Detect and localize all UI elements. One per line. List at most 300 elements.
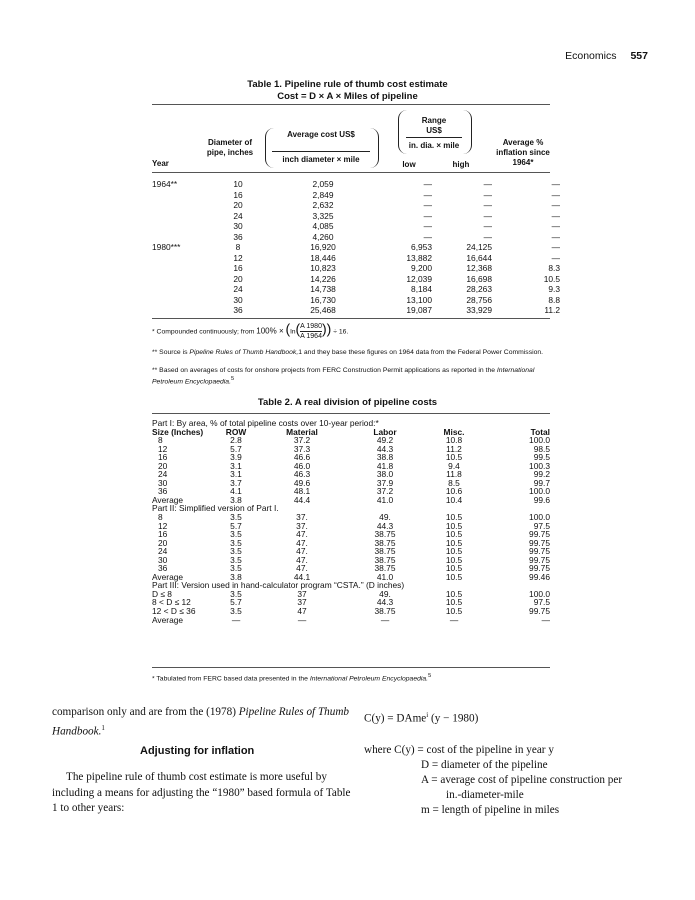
table2-cell: 10.5 — [445, 537, 463, 548]
table2-cell: 99.75 — [529, 606, 550, 617]
table2-cell: 24 — [158, 546, 168, 557]
table2-cell: 24 — [158, 469, 168, 480]
table1-bottom-rule — [152, 318, 550, 319]
table2-cell: 8 < D ≤ 12 — [152, 597, 191, 608]
table2-footnote-italic: International Petroleum Encyclopaedia. — [309, 675, 429, 683]
table2-cell: 97.5 — [533, 597, 550, 608]
table2-row — [152, 539, 550, 548]
table1-cell: 12 — [233, 252, 243, 263]
table2-cell: 38.75 — [374, 606, 396, 617]
table1-cell: 16,730 — [310, 294, 336, 305]
table1-cell: — — [423, 189, 432, 200]
table2-cell: 44.1 — [293, 571, 311, 582]
range-unit: US$ — [426, 126, 442, 135]
footnote1-prefix: * Compounded continuously; from — [152, 328, 255, 336]
table2-cell: 12 < D ≤ 36 — [152, 606, 196, 617]
table2-cell: — — [449, 614, 459, 625]
table2-cell: 48.1 — [293, 486, 311, 497]
table2-cell: 46.3 — [293, 469, 311, 480]
table1-cell: 1964** — [152, 179, 178, 189]
table1-cell — [152, 284, 212, 295]
table2-cell: 30 — [158, 477, 168, 488]
table1-row — [152, 179, 560, 190]
table2-cell: 37.3 — [293, 443, 311, 454]
table2-column-header: Total — [530, 426, 550, 437]
footnote1-suffix: ÷ 16. — [333, 328, 349, 336]
table2-cell: Average — [152, 614, 184, 625]
table1-cell: 36 — [233, 231, 243, 242]
table2-footnote-sup: 5 — [428, 673, 432, 679]
table1-cell: 2,849 — [312, 189, 334, 200]
table2-cell: 47 — [297, 606, 307, 617]
table1-cell: 14,226 — [310, 273, 336, 284]
table2-cell: 3.8 — [230, 494, 242, 505]
table1-cell: 16 — [233, 189, 243, 200]
table2-cell: 10.5 — [445, 520, 463, 531]
table1-row — [152, 263, 560, 274]
table2-cell: 37.2 — [376, 486, 394, 497]
table2-cell: 36 — [158, 563, 168, 574]
table2-cell: 37.9 — [376, 477, 394, 488]
running-header — [565, 50, 648, 62]
table2-cell: 44.4 — [293, 494, 311, 505]
table2-cell: 11.8 — [446, 469, 462, 480]
table2-cell: 37. — [296, 520, 308, 531]
avg-cost-fraction-bar — [272, 151, 370, 152]
table1-row — [152, 253, 560, 264]
table1-footnote-1: * Compounded continuously; from 100% × (ln( $\frac{A 1980}{A 1964}$ )) ÷ 16. — [152, 320, 349, 340]
table1-cell: — — [483, 179, 492, 189]
low-header: low — [402, 160, 416, 169]
table1-cell: 24,125 — [466, 242, 492, 252]
table1-cell: 2,059 — [312, 179, 334, 189]
footnote2-italic: Pipeline Rules of Thumb Handbook, — [189, 349, 299, 356]
table1-cell: 20 — [233, 273, 243, 284]
table2-cell: 3.5 — [230, 606, 242, 617]
table2-cell: 37 — [297, 597, 307, 608]
table2-cell: 3.5 — [230, 554, 242, 565]
table2-cell: 5.7 — [230, 520, 242, 531]
table2-top-rule — [152, 413, 550, 414]
table2-cell: 3.9 — [230, 452, 242, 463]
table1-cell: — — [483, 210, 492, 221]
table1-body — [152, 179, 560, 316]
table1-cell: 12,368 — [466, 263, 492, 273]
table1-cell: 16,698 — [466, 273, 492, 284]
table2-cell: 36 — [158, 486, 168, 497]
table1-cell: 9.3 — [548, 284, 560, 294]
table1-cell: 2,632 — [312, 200, 334, 210]
table2-cell: 10.6 — [445, 486, 463, 497]
table2-row — [152, 590, 550, 599]
table2-cell: 38.75 — [374, 537, 396, 548]
footnote1-ln: ln — [290, 328, 296, 336]
year-header: Year — [152, 159, 169, 168]
table1-cell — [152, 221, 212, 232]
table1-row — [152, 232, 560, 243]
table2-cell: 49.2 — [376, 435, 394, 446]
table2-cell: 10.5 — [445, 529, 463, 540]
table1-cell: 10 — [233, 179, 243, 189]
table2-cell: 3.5 — [230, 512, 242, 523]
table1-cell — [152, 295, 212, 306]
table1-cell: — — [551, 210, 560, 221]
table2-part-title — [152, 581, 550, 590]
table2-cell: 99.75 — [529, 529, 550, 540]
table2-cell: 10.5 — [445, 546, 463, 557]
table2-cell: 46.0 — [293, 460, 311, 471]
section-name: Economics — [565, 50, 617, 62]
table2-cell: 8.5 — [448, 477, 460, 488]
table1-cell: 4,260 — [312, 231, 334, 242]
table2-cell: 5.7 — [230, 443, 242, 454]
page-number: 557 — [630, 50, 648, 62]
table2-cell: 38.75 — [374, 554, 396, 565]
table1-cell: 12,039 — [406, 273, 432, 284]
table2-cell: 2.8 — [230, 435, 242, 446]
table2-cell: 38.75 — [374, 529, 396, 540]
table2-cell: 10.4 — [445, 494, 463, 505]
where-line-m: m = length of pipeline in miles — [421, 804, 560, 816]
table2-cell: 8 — [158, 512, 163, 523]
table1-cell: 16 — [233, 263, 243, 273]
table2-cell: 3.5 — [230, 563, 242, 574]
part-title-text: Part I: By area, % of total pipeline costs over 10-year period:* — [152, 418, 379, 428]
footnote3-text: ** Based on averages of costs for onshore projects from FERC Construction Permit applications as reported in the — [152, 367, 497, 374]
table1-cell: 8,184 — [411, 284, 432, 294]
where-line-a2: in.-diameter-mile — [446, 789, 524, 801]
table2-row — [152, 462, 550, 471]
table1-cell — [152, 232, 212, 243]
table1-cell — [152, 200, 212, 211]
table2-cell: 44.3 — [376, 597, 394, 608]
avg-cost-header: Average cost US$ — [287, 130, 355, 139]
table1-row — [152, 200, 560, 211]
table1-cell: 4,085 — [312, 221, 334, 231]
table2-cell: — — [231, 614, 241, 625]
inflation-header: Average % inflation since 1964* — [496, 138, 550, 167]
table2-column-header: Material — [286, 426, 318, 437]
section-heading: Adjusting for inflation — [140, 745, 255, 757]
table1-cell: 10.5 — [543, 273, 560, 284]
table2-cell: 37. — [296, 512, 308, 523]
table2-cell: 3.5 — [230, 588, 242, 599]
table1-row — [152, 295, 560, 306]
table2-cell: 5.7 — [230, 597, 242, 608]
table1-cell: 11.2 — [544, 305, 560, 315]
table2-cell: 10.5 — [445, 597, 463, 608]
table2-row — [152, 470, 550, 479]
table2-cell: — — [380, 614, 390, 625]
table2-cell: 97.5 — [533, 520, 550, 531]
table1-cell: — — [483, 231, 492, 242]
table2-cell: Average — [152, 494, 184, 505]
table1-cell: — — [483, 189, 492, 200]
avg-cost-denominator: inch diameter × mile — [282, 155, 360, 164]
table1-footnote-3 — [152, 366, 550, 386]
table2-column-header: Misc. — [443, 426, 465, 437]
table2-cell: 10.8 — [445, 435, 463, 446]
table2-cell: 3.5 — [230, 537, 242, 548]
table2-cell: 10.5 — [445, 606, 463, 617]
table2-cell: 16 — [158, 529, 168, 540]
table1-top-rule — [152, 104, 550, 105]
table2-cell: 100.0 — [529, 435, 550, 446]
table2-title: Table 2. A real division of pipeline costs — [257, 397, 438, 408]
table2-cell: 8 — [158, 435, 163, 446]
table1-cell: — — [483, 221, 492, 231]
table1-cell: — — [551, 252, 560, 263]
table2-cell: 98.5 — [533, 443, 550, 454]
table2-cell: 41.8 — [376, 460, 394, 471]
table1-cell: 14,738 — [310, 284, 336, 294]
table1-cell: 36 — [233, 305, 243, 315]
left-paragraph-2: The pipeline rule of thumb cost estimate is more useful by including a means for adjusting the “1980” based formula of Table 1 to other years: — [52, 771, 351, 814]
table2-cell: 3.7 — [230, 477, 242, 488]
table2-row — [152, 453, 550, 462]
table2-cell: 47. — [296, 529, 308, 540]
table2-cell: 49.6 — [293, 477, 311, 488]
table2-cell: 99.75 — [529, 563, 550, 574]
table2-column-header: ROW — [225, 426, 247, 437]
table1-cell: — — [551, 179, 560, 189]
part-title-text: Part III: Version used in hand-calculator program “CSTA.” (D inches) — [152, 580, 405, 591]
table2-column-headers — [152, 428, 550, 437]
table1-cell: 8 — [235, 242, 241, 252]
table1-cell: — — [483, 200, 492, 210]
diameter-header: Diameter of pipe, inches — [206, 138, 254, 157]
table1-cell: 30 — [233, 294, 243, 305]
table1-cell: 28,756 — [466, 294, 492, 305]
table1-cell: — — [551, 189, 560, 200]
table1-cell: 30 — [233, 221, 243, 231]
table2-cell: 99.7 — [533, 477, 550, 488]
left-p1-text: comparison only and are from the (1978) — [52, 706, 239, 718]
table1-row — [152, 284, 560, 295]
table1-row — [152, 190, 560, 201]
equation-text: C(y) = DAme — [364, 712, 427, 725]
table1-cell — [152, 190, 212, 201]
table1-cell: 13,882 — [406, 252, 432, 263]
table2-cell: 38.8 — [376, 452, 394, 463]
range-header: Range — [421, 116, 447, 125]
table1-cell: — — [423, 231, 432, 242]
table2-cell: 38.75 — [374, 546, 396, 557]
table2-cell: 12 — [158, 520, 168, 531]
table1-header-rule — [152, 172, 550, 173]
table2-cell: 10.5 — [445, 512, 463, 523]
table2-cell: D ≤ 8 — [152, 588, 172, 599]
table2-cell: 44.3 — [376, 520, 394, 531]
footnote3-italic: International Petroleum Encyclopaedia. — [152, 367, 535, 386]
table2-row — [152, 487, 550, 496]
table1-cell: — — [423, 200, 432, 210]
table2-body — [152, 419, 550, 624]
table2-row — [152, 436, 550, 445]
table2-cell: 99.2 — [533, 469, 550, 480]
table1-row — [152, 242, 560, 253]
table1-cell: 10,823 — [310, 263, 336, 273]
table2-cell: 41.0 — [376, 494, 394, 505]
table1-title: Table 1. Pipeline rule of thumb cost estimate — [247, 79, 448, 90]
table2-cell: Average — [152, 571, 184, 582]
table2-row — [152, 513, 550, 522]
table2-cell: 37.2 — [293, 435, 311, 446]
table2-cell: 100.0 — [529, 512, 550, 523]
table2-part-title — [152, 504, 550, 513]
table1-caption — [0, 79, 695, 103]
table2-cell: 47. — [296, 563, 308, 574]
table2-cell: 100.0 — [529, 588, 550, 599]
footnote3-sup: 5 — [230, 376, 235, 382]
table2-row — [152, 522, 550, 531]
table2-cell: 20 — [158, 460, 168, 471]
table2-cell: 10.5 — [445, 571, 463, 582]
table1-row — [152, 211, 560, 222]
table1-cell: 8.3 — [548, 263, 560, 273]
table1-cell — [152, 263, 212, 274]
table1-cell: 16,920 — [310, 242, 336, 252]
table2-row — [152, 479, 550, 488]
table2-cell: 38.75 — [374, 563, 396, 574]
table2-footnote — [152, 672, 550, 683]
table2-row — [152, 607, 550, 616]
table2-cell: 99.75 — [529, 554, 550, 565]
table2-row — [152, 445, 550, 454]
footnote1-fraction — [300, 322, 322, 341]
table2-cell: 47. — [296, 554, 308, 565]
table2-cell: 10.5 — [445, 588, 463, 599]
table1-cell: — — [551, 221, 560, 231]
table2-cell: 3.5 — [230, 529, 242, 540]
where-line-a: A = average cost of pipeline construction per — [421, 774, 623, 786]
equation — [364, 708, 664, 727]
table2-part-title — [152, 419, 550, 428]
table2-cell: 20 — [158, 537, 168, 548]
table1-row — [152, 305, 560, 316]
table1-cell: 20 — [233, 200, 243, 210]
table1-cell: 24 — [233, 284, 243, 294]
table2-cell: 99.75 — [529, 537, 550, 548]
table2-row — [152, 598, 550, 607]
table2-row — [152, 616, 550, 625]
equation-sup: i — [426, 711, 429, 719]
table2-cell: 3.1 — [230, 469, 242, 480]
table1-cell: 19,087 — [406, 305, 432, 315]
equation-tail: (y − 1980) — [428, 712, 479, 725]
table2-bottom-rule — [152, 667, 550, 668]
table1-cell: 16,644 — [466, 252, 492, 263]
table1-row — [152, 274, 560, 285]
table1-cell: 18,446 — [310, 252, 336, 263]
table1-footnote-2 — [152, 348, 550, 357]
table2-cell: 47. — [296, 537, 308, 548]
table1-cell: 1980*** — [152, 242, 181, 252]
table2-row — [152, 530, 550, 539]
table2-cell: 41.0 — [376, 571, 394, 582]
table2-cell: 100.3 — [529, 460, 550, 471]
table2-cell: 10.5 — [445, 563, 463, 574]
table2-cell: — — [541, 614, 550, 625]
table1-cell: 24 — [233, 210, 243, 221]
table1-cell: 8.8 — [548, 294, 560, 305]
table1-cell: 33,929 — [466, 305, 492, 315]
table1-cell: — — [551, 242, 560, 252]
footnote1-formula: 100% × — [256, 326, 284, 336]
table2-cell: 100.0 — [529, 486, 550, 497]
table2-cell: 9.4 — [448, 460, 460, 471]
table1-cell: — — [551, 200, 560, 210]
table2-cell: 99.5 — [533, 452, 550, 463]
range-denominator: in. dia. × mile — [408, 141, 460, 150]
table2-cell: 16 — [158, 452, 168, 463]
table1-cell: 3,325 — [312, 210, 334, 221]
table1-cell: 28,263 — [466, 284, 492, 294]
table2-cell: 38.0 — [376, 469, 394, 480]
table2-cell: 99.6 — [533, 494, 550, 505]
table2-cell: 47. — [296, 546, 308, 557]
table2-cell: 10.5 — [445, 554, 463, 565]
table1-cell: 6,953 — [411, 242, 432, 252]
footnote2-rest: 1 and they base these figures on 1964 data from the Federal Power Commission. — [298, 349, 544, 356]
left-p1-italic: Pipeline Rules of Thumb Handbook. — [52, 706, 350, 738]
table1-cell: 25,468 — [310, 305, 336, 315]
part-title-text: Part II: Simplified version of Part I. — [152, 503, 279, 514]
table1-cell: 9,200 — [411, 263, 432, 273]
where-line-c: where C(y) = cost of the pipeline in year y — [364, 744, 554, 756]
table2-row — [152, 564, 550, 573]
table1-cell: — — [423, 221, 432, 231]
table1-cell — [152, 305, 212, 316]
table2-cell: 37 — [297, 588, 307, 599]
table1-cell — [152, 211, 212, 222]
table1-cell: 13,100 — [406, 294, 432, 305]
high-header: high — [452, 160, 470, 169]
table2-cell: 10.5 — [445, 452, 463, 463]
table2-row — [152, 547, 550, 556]
table1-formula: Cost = D × A × Miles of pipeline — [277, 91, 418, 102]
table2-cell: 12 — [158, 443, 168, 454]
table1-cell — [152, 274, 212, 285]
where-line-d: D = diameter of the pipeline — [421, 759, 548, 771]
table2-column-header: Size (Inches) — [152, 426, 204, 437]
table2-cell: 99.46 — [529, 571, 550, 582]
left-paragraph-1 — [52, 705, 352, 740]
table2-column-header: Labor — [373, 426, 397, 437]
table2-cell: 3.5 — [230, 546, 242, 557]
range-fraction-bar — [406, 137, 462, 138]
footnote2-text: ** Source is — [152, 349, 190, 356]
table1-row — [152, 221, 560, 232]
table2-cell: 4.1 — [230, 486, 242, 497]
table2-cell: 30 — [158, 554, 168, 565]
table1-cell: — — [423, 210, 432, 221]
table2-cell: 11.2 — [446, 443, 462, 454]
table2-cell: 49. — [379, 588, 391, 599]
footnote1-denominator: A 1964 — [300, 333, 322, 340]
table2-cell: — — [297, 614, 307, 625]
table2-cell: 46.6 — [293, 452, 311, 463]
table1-cell: — — [423, 179, 432, 189]
table2-footnote-text: * Tabulated from FERC based data presented in the — [152, 675, 310, 683]
table2-cell: 44.3 — [376, 443, 394, 454]
table1-cell — [152, 253, 212, 264]
footnote1-numerator: A 1980 — [300, 323, 322, 330]
table2-row — [152, 556, 550, 565]
left-p1-sup: 1 — [101, 723, 105, 732]
table1-cell: — — [551, 231, 560, 242]
table2-cell: 99.75 — [529, 546, 550, 557]
